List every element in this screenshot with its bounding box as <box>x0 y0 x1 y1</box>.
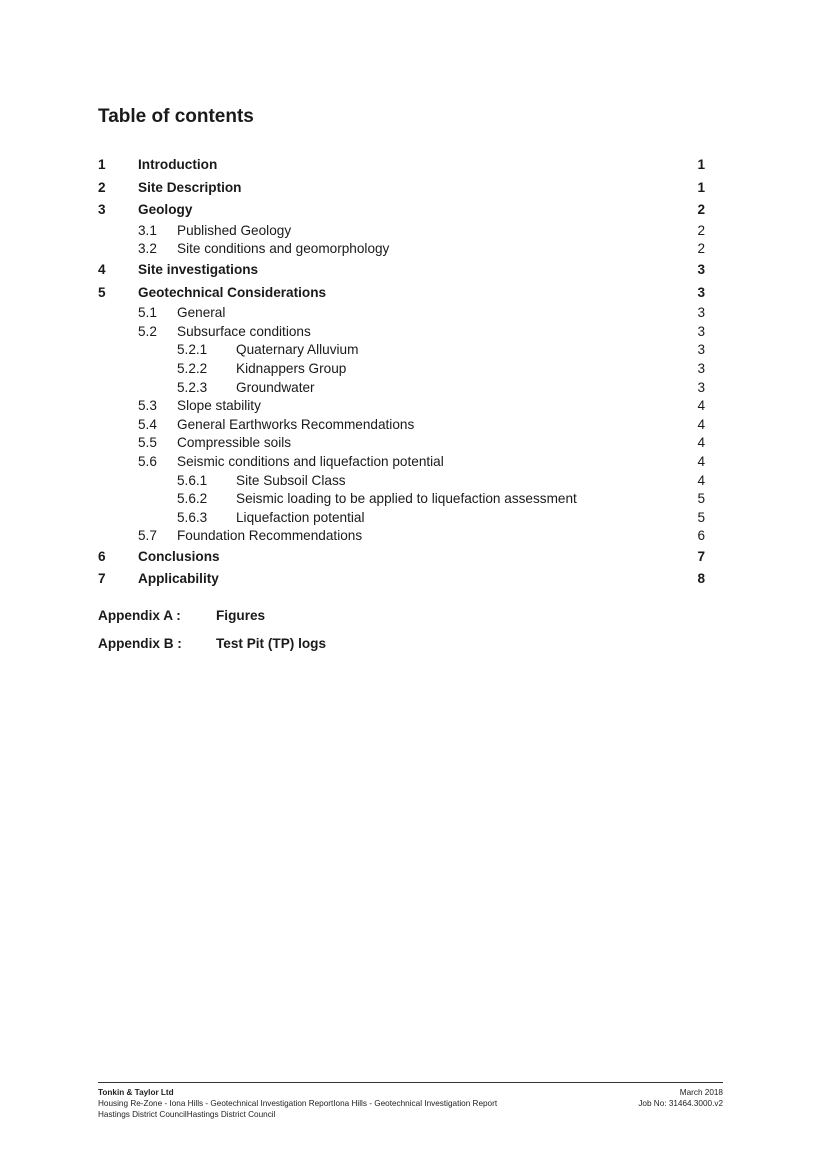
toc-entry-label[interactable]: Slope stability <box>177 398 261 414</box>
toc-entry-number: 5.1 <box>138 305 157 321</box>
toc-entry-label[interactable]: Conclusions <box>138 548 220 564</box>
toc-entry[interactable] <box>98 527 708 546</box>
toc-entry-label[interactable]: Kidnappers Group <box>236 360 347 376</box>
toc-entry-label[interactable]: Site conditions and geomorphology <box>177 241 390 257</box>
toc-entry-number: 5.6.2 <box>177 491 208 507</box>
toc-entry-label[interactable]: Seismic loading to be applied to liquefaction assessment <box>236 491 577 507</box>
toc-entry-label[interactable]: Liquefaction potential <box>236 509 365 525</box>
toc-entry-number: 4 <box>98 261 106 277</box>
toc-entry-number: 3.2 <box>138 241 157 257</box>
toc-entry[interactable] <box>98 453 708 472</box>
footer-right <box>638 1087 723 1109</box>
toc-entry[interactable] <box>98 397 708 416</box>
toc-entry[interactable] <box>98 199 708 222</box>
toc-entry-number: 5.2.3 <box>177 379 208 395</box>
toc-entry-label[interactable]: Subsurface conditions <box>177 323 311 339</box>
toc-entry[interactable] <box>98 323 708 342</box>
toc-entry-page: 7 <box>697 548 705 564</box>
toc-entry-label[interactable]: Quaternary Alluvium <box>236 342 359 358</box>
toc-entry-number: 5.4 <box>138 416 157 432</box>
footer-company: Tonkin & Taylor Ltd <box>98 1088 174 1097</box>
toc-entry-number: 3 <box>98 202 106 218</box>
toc-entry-page: 2 <box>697 222 705 238</box>
toc-entry-number: 3.1 <box>138 222 157 238</box>
toc-entry-page: 4 <box>697 472 705 488</box>
toc-entry-number: 5.7 <box>138 528 157 544</box>
toc-entry-page: 5 <box>697 509 705 525</box>
toc-entry[interactable] <box>98 472 708 491</box>
toc-entry-label[interactable]: Geotechnical Considerations <box>138 284 327 300</box>
toc-entry-page: 4 <box>697 453 705 469</box>
toc-entry-number: 5.6.3 <box>177 509 208 525</box>
toc-entry-number: 1 <box>98 157 106 172</box>
toc-entry[interactable] <box>98 177 708 200</box>
toc-entry-page: 3 <box>697 261 705 277</box>
toc-entry[interactable] <box>98 259 708 282</box>
toc-entry[interactable] <box>98 154 708 177</box>
toc-entry-label[interactable]: Seismic conditions and liquefaction potential <box>177 453 444 469</box>
toc-entry[interactable] <box>98 546 708 569</box>
toc-entry-page: 4 <box>697 398 705 414</box>
toc-entry-page: 3 <box>697 284 705 300</box>
footer-project: Housing Re-Zone - Iona Hills - Geotechnical Investigation ReportIona Hills - Geotechnical Investigation Report <box>98 1099 498 1108</box>
toc-entry[interactable] <box>98 568 708 591</box>
toc-entry-number: 6 <box>98 548 106 564</box>
toc-entry-number: 7 <box>98 571 106 587</box>
toc-entry-page: 4 <box>697 416 705 432</box>
table-of-contents <box>98 154 708 591</box>
toc-entry-number: 2 <box>98 179 106 195</box>
appendix-a-title[interactable]: Figures <box>216 608 266 623</box>
appendix-b-title[interactable]: Test Pit (TP) logs <box>216 636 327 651</box>
toc-entry[interactable] <box>98 360 708 379</box>
footer-left <box>98 1087 497 1120</box>
toc-entry-label[interactable]: Compressible soils <box>177 435 292 451</box>
toc-entry-label[interactable]: Published Geology <box>177 222 292 238</box>
toc-entry-number: 5.2 <box>138 323 157 339</box>
toc-entry-label[interactable]: Applicability <box>138 571 219 587</box>
toc-entry-number: 5 <box>98 284 106 300</box>
footer-date: March 2018 <box>679 1088 723 1097</box>
toc-entry-number: 5.2.1 <box>177 342 208 358</box>
toc-entry-page: 1 <box>697 179 705 195</box>
toc-entry-page: 3 <box>697 323 705 339</box>
toc-entry-number: 5.2.2 <box>177 360 208 376</box>
toc-entry-page: 5 <box>697 491 705 507</box>
footer-client: Hastings District CouncilHastings District Council <box>98 1110 276 1119</box>
toc-entry[interactable] <box>98 379 708 398</box>
toc-entry-page: 4 <box>697 435 705 451</box>
toc-entry[interactable] <box>98 509 708 528</box>
toc-entry-number: 5.6.1 <box>177 472 208 488</box>
toc-entry-page: 1 <box>697 157 705 172</box>
toc-entry-label[interactable]: Site Description <box>138 179 242 195</box>
toc-entry-label[interactable]: General Earthworks Recommendations <box>177 416 415 432</box>
toc-entry-page: 2 <box>697 202 705 218</box>
toc-entry-number: 5.5 <box>138 435 157 451</box>
toc-entry-number: 5.3 <box>138 398 157 414</box>
toc-entry-label[interactable]: Groundwater <box>236 379 315 395</box>
toc-entry[interactable] <box>98 240 708 259</box>
toc-entry-page: 8 <box>697 571 705 587</box>
toc-entry[interactable] <box>98 304 708 323</box>
toc-entry-label[interactable]: General <box>177 305 226 321</box>
toc-entry-label[interactable]: Geology <box>138 202 193 218</box>
page-title: Table of contents <box>98 106 254 127</box>
toc-entry-page: 3 <box>697 360 705 376</box>
footer-job-no: Job No: 31464.3000.v2 <box>638 1099 723 1108</box>
toc-entry[interactable] <box>98 490 708 509</box>
toc-entry-label[interactable]: Site investigations <box>138 261 259 277</box>
toc-entry-label[interactable]: Site Subsoil Class <box>236 472 346 488</box>
toc-entry[interactable] <box>98 434 708 453</box>
toc-entry[interactable] <box>98 222 708 241</box>
toc-entry-number: 5.6 <box>138 453 157 469</box>
toc-entry[interactable] <box>98 341 708 360</box>
toc-entry-page: 3 <box>697 379 705 395</box>
toc-entry-page: 2 <box>697 241 705 257</box>
toc-entry-label[interactable]: Foundation Recommendations <box>177 528 363 544</box>
appendix-a-label: Appendix A : <box>98 608 181 623</box>
toc-entry[interactable] <box>98 282 708 305</box>
toc-entry[interactable] <box>98 416 708 435</box>
toc-entry-page: 3 <box>697 305 705 321</box>
toc-entry-page: 3 <box>697 342 705 358</box>
appendix-b-label: Appendix B : <box>98 636 182 651</box>
toc-entry-label[interactable]: Introduction <box>138 157 218 172</box>
toc-entry-page: 6 <box>697 528 705 544</box>
page-footer <box>98 1082 723 1119</box>
